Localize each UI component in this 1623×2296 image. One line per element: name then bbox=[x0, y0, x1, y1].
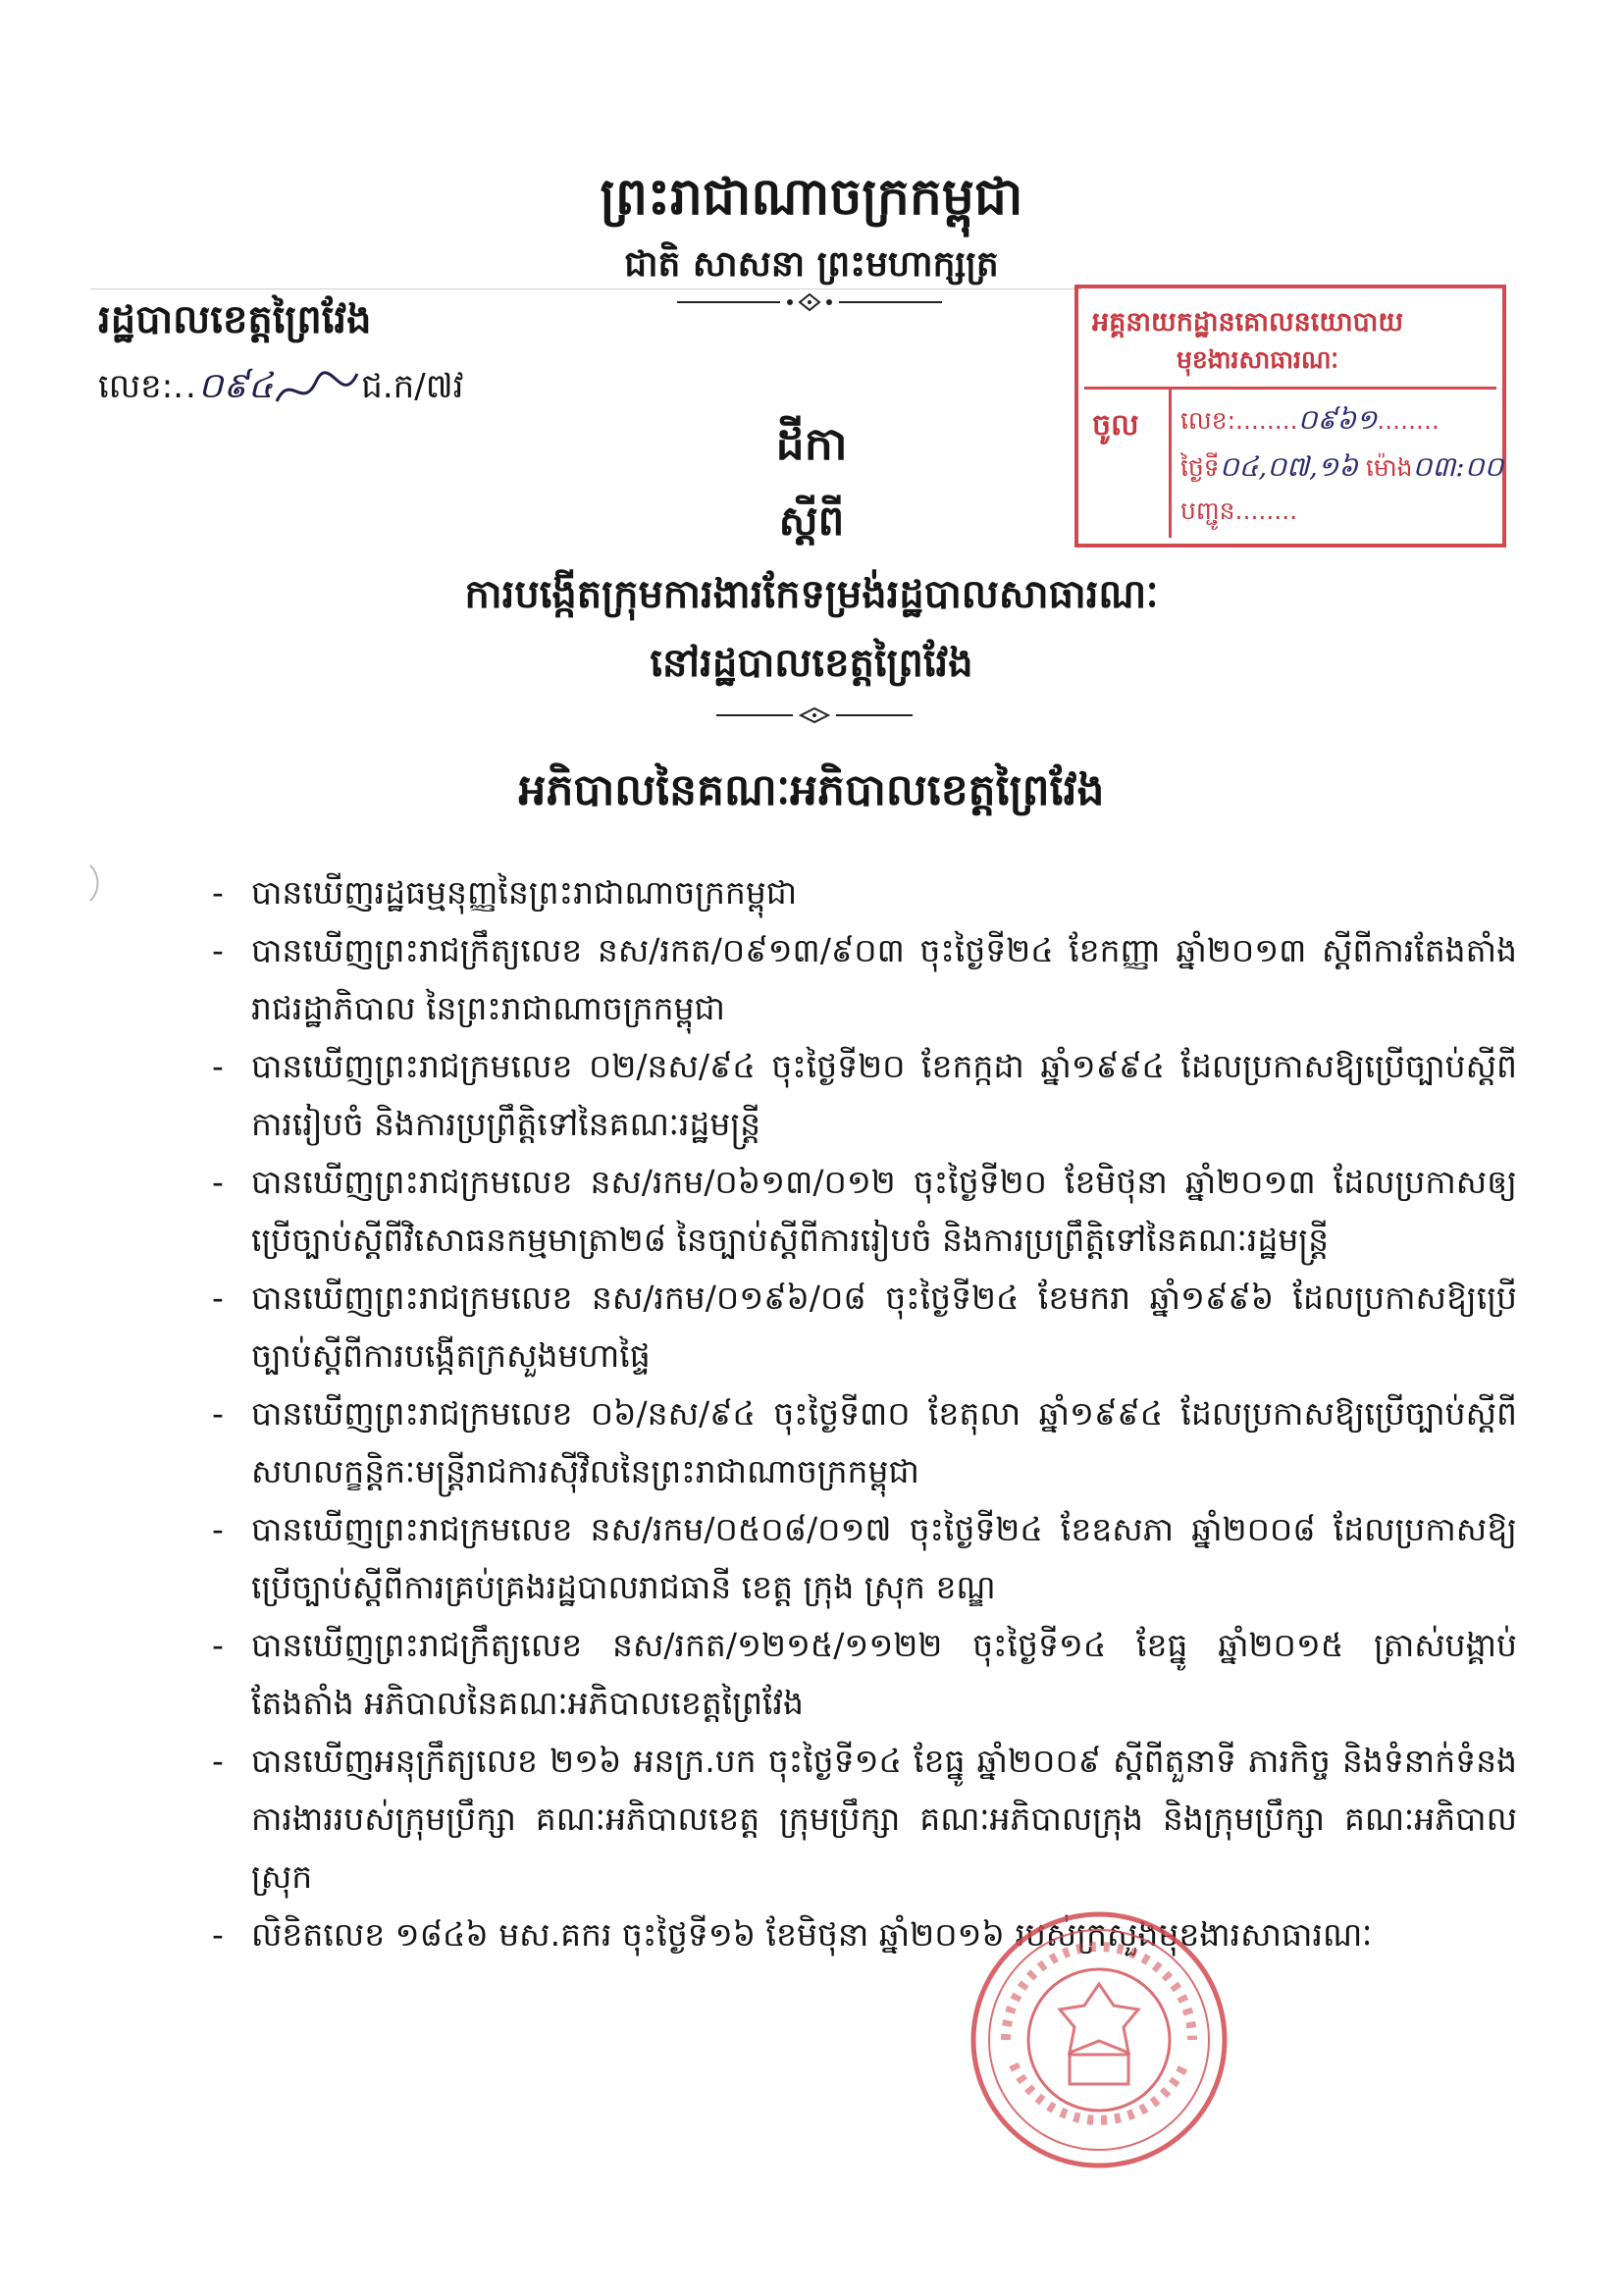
stamp-number-label: លេខ: bbox=[1180, 406, 1236, 435]
ornament-divider-icon bbox=[716, 704, 913, 726]
stamp-date-label: ថ្ងៃទី bbox=[1180, 453, 1220, 482]
ref-suffix: ជ.ក/៧វ bbox=[361, 367, 464, 406]
clause-item: - បានឃើញព្រះរាជក្រមលេខ ០៦/នស/៩៤ ចុះថ្ងៃទី៣០ ខែតុលា ឆ្នាំ១៩៩៤ ដែលប្រកាសឱ្យប្រើច្បាប់ស្តីពី សហលក្ខន្តិកៈមន្ត្រីរាជការស៊ីវិលនៃព្រះរាជាណាចក្រកម្ពុជា bbox=[251, 1384, 1517, 1500]
stamp-column-rule bbox=[1169, 387, 1172, 538]
issuing-administration: រដ្ឋបាលខេត្តព្រៃវែង bbox=[98, 297, 372, 342]
clause-item: - បានឃើញអនុក្រឹត្យលេខ ២១៦ អនក្រ.បក ចុះថ្ងៃទី១៤ ខែធ្នូ ឆ្នាំ២០០៩ ស្តីពីតួនាទី ភារកិច្ច និងទំនាក់ទំនងការងាររបស់ក្រុមប្រឹក្សា គណៈអភិបាលខេត្ត ក្រុមប្រឹក្សា គណៈអភិបាលក្រុង និងក្រុមប្រឹក្សា គណៈអភិបាលស្រុក bbox=[251, 1732, 1517, 1905]
clause-item: - បានឃើញព្រះរាជក្រឹត្យលេខ នស/រកត/១២១៥/១១២២ ចុះថ្ងៃទី១៤ ខែធ្នូ ឆ្នាំ២០១៥ ត្រាស់បង្គាប់តែងតាំង អភិបាលនៃគណៈអភិបាលខេត្តព្រៃវែង bbox=[251, 1616, 1517, 1732]
stamp-number-value: ០៩៦១ bbox=[1297, 403, 1378, 436]
clause-item: - បានឃើញព្រះរាជក្រមលេខ នស/រកម/០៦១៣/០១២ ចុះថ្ងៃទី២០ ខែមិថុនា ឆ្នាំ២០១៣ ដែលប្រកាសឲ្យប្រើច្បាប់ស្តីពីវិសោធនកម្មមាត្រា២៨ នៃច្បាប់ស្តីពីការរៀបចំ និងការប្រព្រឹត្តិទៅនៃគណៈរដ្ឋមន្ត្រី bbox=[251, 1153, 1517, 1269]
preamble-clauses bbox=[251, 863, 1517, 1963]
ref-prefix: លេខ: bbox=[98, 367, 174, 406]
received-stamp bbox=[1074, 285, 1506, 548]
stamp-incoming-label: ចូល bbox=[1092, 408, 1139, 443]
clause-item: - បានឃើញព្រះរាជក្រមលេខ នស/រកម/០១៩៦/០៨ ចុះថ្ងៃទី២៤ ខែមករា ឆ្នាំ១៩៩៦ ដែលប្រកាសឱ្យប្រើច្បាប់ស្តីពីការបង្កើតក្រសួងមហាផ្ទៃ bbox=[251, 1269, 1517, 1384]
issuing-authority: អភិបាលនៃគណៈអភិបាលខេត្តព្រៃវែង bbox=[518, 765, 1105, 815]
document-title-line1: ការបង្កើតក្រុមការងារកែទម្រង់រដ្ឋបាលសាធារណៈ bbox=[464, 572, 1159, 617]
stamp-date-value: ០៤,០៧,១៦ bbox=[1219, 450, 1358, 483]
stamp-number-row: លេខ:........០៩៦១........ bbox=[1180, 403, 1440, 436]
clause-item: - បានឃើញព្រះរាជក្រឹត្យលេខ នស/រកត/០៩១៣/៩០៣ ចុះថ្ងៃទី២៤ ខែកញ្ញា ឆ្នាំ២០១៣ ស្តីពីការតែងតាំងរាជរដ្ឋាភិបាល នៃព្រះរាជាណាចក្រកម្ពុជា bbox=[251, 921, 1517, 1037]
document-about: ស្តីពី bbox=[778, 496, 845, 545]
stamp-subdepartment: មុខងារសាធារណៈ bbox=[1177, 345, 1339, 374]
margin-mark-icon bbox=[84, 863, 104, 903]
official-seal-icon bbox=[967, 1907, 1231, 2172]
clause-item: - លិខិតលេខ ១៨៤៦ មស.គករ ចុះថ្ងៃទី១៦ ខែមិថុនា ឆ្នាំ២០១៦ របស់ក្រសួងមុខងារសាធារណៈ bbox=[251, 1905, 1517, 1963]
document-title-line2: នៅរដ្ឋបាលខេត្តព្រៃវែង bbox=[650, 641, 973, 686]
stamp-handler-label: បញ្ជូន bbox=[1180, 496, 1235, 525]
stamp-handler-row: បញ្ជូន........ bbox=[1180, 496, 1298, 525]
clause-item: - បានឃើញរដ្ឋធម្មនុញ្ញនៃព្រះរាជាណាចក្រកម្ពុជា bbox=[251, 863, 1517, 921]
reference-number bbox=[98, 363, 463, 415]
header-rule bbox=[90, 288, 1081, 289]
stamp-time-label: ម៉ោង bbox=[1365, 453, 1413, 482]
national-motto: ជាតិ សាសនា ព្រះមហាក្សត្រ bbox=[624, 244, 999, 285]
handwritten-scribble-icon bbox=[273, 364, 361, 413]
ref-handwritten: ០៩៤ bbox=[197, 366, 274, 406]
stamp-rule bbox=[1084, 387, 1496, 390]
ornament-divider-icon bbox=[677, 290, 942, 314]
stamp-date-row bbox=[1180, 449, 1503, 490]
document-type: ដីកា bbox=[775, 417, 848, 470]
clause-item: - បានឃើញព្រះរាជក្រមលេខ ០២/នស/៩៤ ចុះថ្ងៃទី២០ ខែកក្កដា ឆ្នាំ១៩៩៤ ដែលប្រកាសឱ្យប្រើច្បាប់ស្តីពី ការរៀបចំ និងការប្រព្រឹត្តិទៅនៃគណៈរដ្ឋមន្ត្រី bbox=[251, 1037, 1517, 1153]
stamp-time-value: ០៣:០០ bbox=[1412, 450, 1504, 483]
stamp-department: អគ្គនាយកដ្ឋានគោលនយោបាយ bbox=[1092, 307, 1404, 338]
kingdom-heading: ព្រះរាជាណាចក្រកម្ពុជា bbox=[600, 168, 1023, 227]
ref-dots: .. bbox=[173, 367, 198, 406]
clause-item: - បានឃើញព្រះរាជក្រមលេខ នស/រកម/០៥០៨/០១៧ ចុះថ្ងៃទី២៤ ខែឧសភា ឆ្នាំ២០០៨ ដែលប្រកាសឱ្យប្រើច្បាប់ស្តីពីការគ្រប់គ្រងរដ្ឋបាលរាជធានី ខេត្ត ក្រុង ស្រុក ខណ្ឌ bbox=[251, 1500, 1517, 1616]
